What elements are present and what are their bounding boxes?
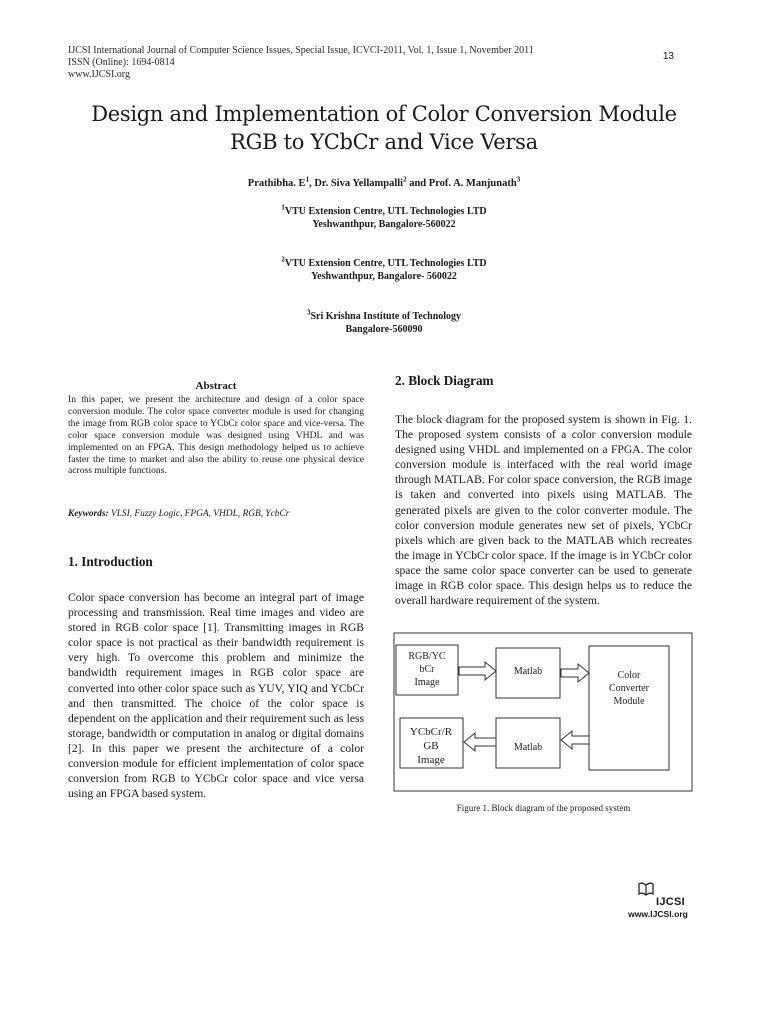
title-line-2: RGB to YCbCr and Vice Versa xyxy=(230,130,538,154)
page-number: 13 xyxy=(662,51,674,62)
author-affiliation-mark: 3 xyxy=(516,175,521,184)
journal-header: IJCSI International Journal of Computer Science Issues, Special Issue, ICVCI-2011, Vol. 1, Issue 1, November 2011 xyxy=(68,45,534,56)
output-box-line: YCbCr/R xyxy=(409,726,453,738)
affiliation-3 xyxy=(0,310,768,336)
arrow-matlab-to-output xyxy=(464,733,496,751)
author-separator: and xyxy=(406,178,429,189)
affiliation-address: Yeshwanthpur, Bangalore-560022 xyxy=(312,219,456,230)
affiliation-address: Yeshwanthpur, Bangalore- 560022 xyxy=(311,271,457,282)
input-box-line: RGB/YC xyxy=(408,651,446,662)
author-list xyxy=(0,175,768,189)
title-line-1: Design and Implementation of Color Conversion Module xyxy=(91,102,677,126)
affiliation-1 xyxy=(0,205,768,231)
keywords-label: Keywords: xyxy=(68,509,109,519)
block-diagram-heading: 2. Block Diagram xyxy=(395,373,494,388)
book-icon xyxy=(638,882,654,896)
author-name: Dr. Siva Yellampalli xyxy=(314,178,404,189)
paper-title xyxy=(40,100,728,156)
affiliation-mark: 1 xyxy=(281,203,285,212)
author-name: Prof. A. Manjunath xyxy=(428,178,517,189)
keywords-list: VLSI, Fuzzy Logic, FPGA, VHDL, RGB, YcbCr xyxy=(108,509,290,519)
author-separator: , xyxy=(309,178,315,189)
block-diagram-figure xyxy=(393,632,693,792)
converter-line: Converter xyxy=(609,683,649,694)
journal-website: www.IJCSI.org xyxy=(68,69,130,80)
keywords xyxy=(68,509,364,519)
matlab-top-label: Matlab xyxy=(513,666,543,677)
abstract-text: In this paper, we present the architecture and design of a color space conversion module. The color space converter module is used for changing the image from RGB color space to YCbCr color space and vice-versa. The color space conversion module was designed using VHDL and was implemented on an FPGA. This design methodology helped us to achieve faster the time to market and also the ability to reuse one physical device across multiple functions. xyxy=(68,394,364,477)
affiliation-org: VTU Extension Centre, UTL Technologies LTD xyxy=(284,258,487,269)
introduction-heading: 1. Introduction xyxy=(68,554,153,569)
logo-wordmark: IJCSI xyxy=(656,896,686,908)
affiliation-mark: 3 xyxy=(306,308,311,317)
figure-caption: Figure 1. Block diagram of the proposed system xyxy=(456,803,631,813)
issn-line: ISSN (Online): 1694-0814 xyxy=(68,57,175,68)
matlab-bottom-label: Matlab xyxy=(513,742,543,753)
block-diagram-text: The block diagram for the proposed system is shown in Fig. 1. The proposed system consists of a color conversion module designed using VHDL and implemented on a FPGA. The color conversion module is interfaced with the real world image through MATLAB. For color space conversion, the RGB image is taken and converted into pixels using MATLAB. The generated pixels are given to the color converter module. The color conversion module generates new set of pixels, YCbCr pixels which are given back to the MATLAB which recreates the image in YCbCr color space. If the image is in YCbCr color space the same color space converter can be used to generate image in RGB color space. This design helps us to reduce the overall hardware requirement of the system. xyxy=(395,413,692,608)
color-converter-box xyxy=(589,646,669,770)
converter-line: Color xyxy=(617,670,641,681)
author-affiliation-mark: 1 xyxy=(305,175,310,184)
input-box-line: Image xyxy=(414,677,440,688)
affiliation-org: VTU Extension Centre, UTL Technologies LTD xyxy=(284,206,487,217)
converter-line: Module xyxy=(613,696,645,707)
arrow-converter-to-matlab xyxy=(561,731,589,749)
output-box-line: GB xyxy=(423,740,439,752)
input-box-line: bCr xyxy=(419,664,435,675)
ijcsi-logo xyxy=(622,882,694,924)
introduction-text: Color space conversion has become an integral part of image processing and transmission. Real time images and video are stored in RGB color space [1]. Transmitting images in RGB color space is not practical as their bandwidth requirement is very high. To overcome this problem and minimize the bandwidth requirement images in RGB color space are converted into other color space such as YUV, YIQ and YCbCr and then transmitted. The choice of the color space is dependent on the application and their requirement such as less storage, bandwidth or computation in analog or digital domains [2]. In this paper we present the architecture of a color conversion module for efficient implementation of color space conversion from RGB to YCbCr color space and vice versa using an FPGA based system. xyxy=(68,591,364,801)
abstract-heading: Abstract xyxy=(195,380,237,392)
author-affiliation-mark: 2 xyxy=(403,175,407,184)
affiliation-org: Sri Krishna Institute of Technology xyxy=(310,311,462,322)
affiliation-address: Bangalore-560090 xyxy=(345,324,423,335)
author-name: Prathibha. E xyxy=(247,178,306,189)
arrow-input-to-matlab xyxy=(459,662,496,680)
output-box-line: Image xyxy=(417,754,445,766)
affiliation-mark: 2 xyxy=(281,255,285,264)
arrow-matlab-to-converter xyxy=(561,664,589,682)
logo-url: www.IJCSI.org xyxy=(628,909,688,919)
affiliation-2 xyxy=(0,257,768,283)
